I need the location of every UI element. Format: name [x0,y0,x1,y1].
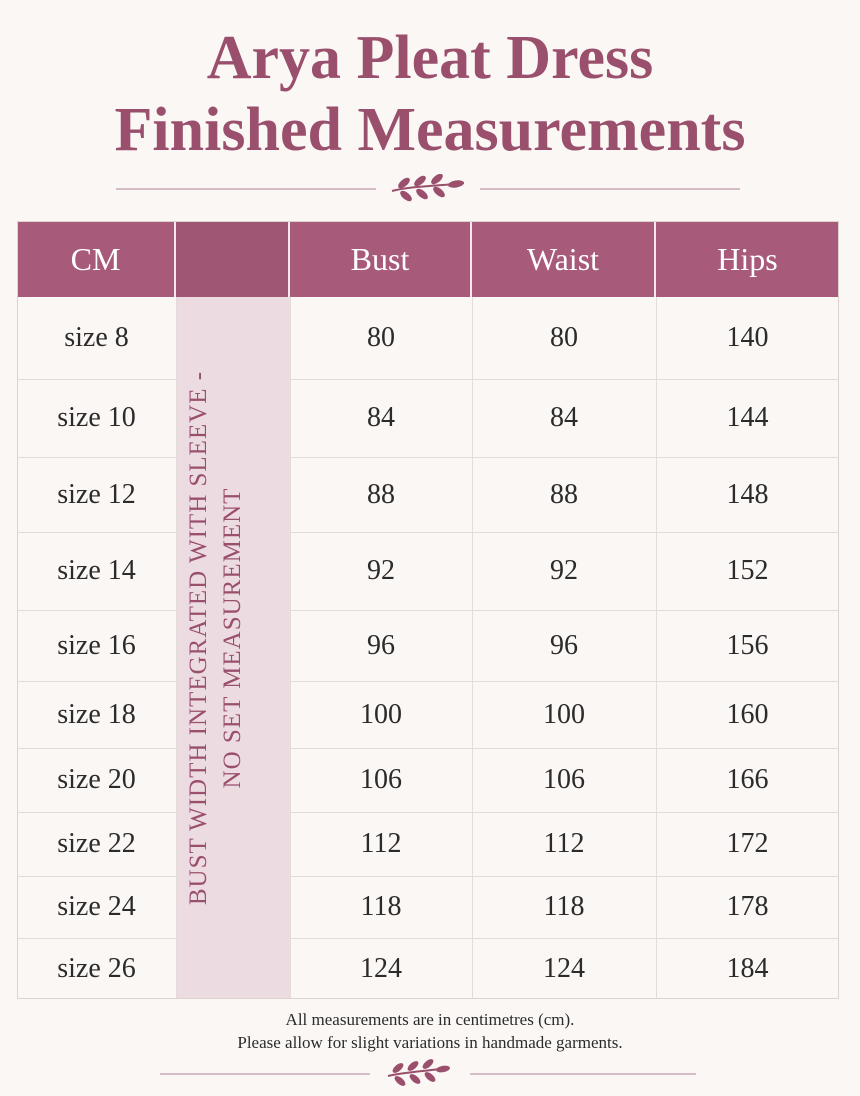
cell-bust: 106 [360,764,402,795]
size-label: size 16 [57,629,136,661]
header-bust: Bust [290,221,472,297]
measurement-table [17,221,839,999]
footnote-units: All measurements are in centimetres (cm). [285,1010,575,1029]
cell-bust: 80 [367,322,395,353]
cell-waist: 124 [543,952,585,984]
cell-hips: 140 [726,322,769,353]
header-note [176,221,290,297]
cell-bust: 96 [367,629,395,661]
cell-waist: 100 [543,698,585,730]
cell-hips: 144 [726,402,769,433]
cell-bust: 100 [360,698,402,730]
cell-hips: 166 [726,764,769,795]
cell-bust: 112 [360,828,402,859]
size-label: size 12 [57,478,136,510]
size-label: size 18 [57,698,136,730]
cell-waist: 92 [550,555,578,586]
cell-hips: 172 [726,828,769,859]
cell-bust: 84 [367,402,395,433]
cell-waist: 80 [550,322,578,353]
cell-bust: 124 [360,952,402,984]
cell-hips: 160 [726,698,769,730]
size-label: size 14 [57,555,136,586]
cell-hips: 184 [726,952,769,984]
leaf-sprig-icon [0,1058,860,1088]
cell-hips: 152 [726,555,769,586]
size-label: size 24 [57,891,136,922]
cell-hips: 156 [726,629,769,661]
header-waist: Waist [472,221,656,297]
leaf-sprig-icon [0,174,860,204]
cell-waist: 112 [543,828,585,859]
bust-note: BUST WIDTH INTEGRATED WITH SLEEVE - NO SET MEASUREMENT [185,370,246,906]
cell-waist: 96 [550,629,578,661]
cell-bust: 92 [367,555,395,586]
header-hips: Hips [656,221,839,297]
header-cm: CM [17,221,176,297]
cell-hips: 148 [726,478,769,510]
cell-bust: 88 [367,478,395,510]
cell-waist: 118 [543,891,585,922]
cell-bust: 118 [360,891,402,922]
cell-hips: 178 [726,891,769,922]
cell-waist: 106 [543,764,585,795]
size-label: size 10 [57,402,136,433]
cell-waist: 84 [550,402,578,433]
size-label: size 20 [57,764,136,795]
size-label: size 22 [57,828,136,859]
footnote-variations: Please allow for slight variations in handmade garments. [237,1033,623,1052]
size-label: size 26 [57,952,136,984]
size-label: size 8 [64,322,129,353]
cell-waist: 88 [550,478,578,510]
page-title-line-2: Finished Measurements [114,96,746,164]
page-title-line-1: Arya Pleat Dress [206,24,654,92]
